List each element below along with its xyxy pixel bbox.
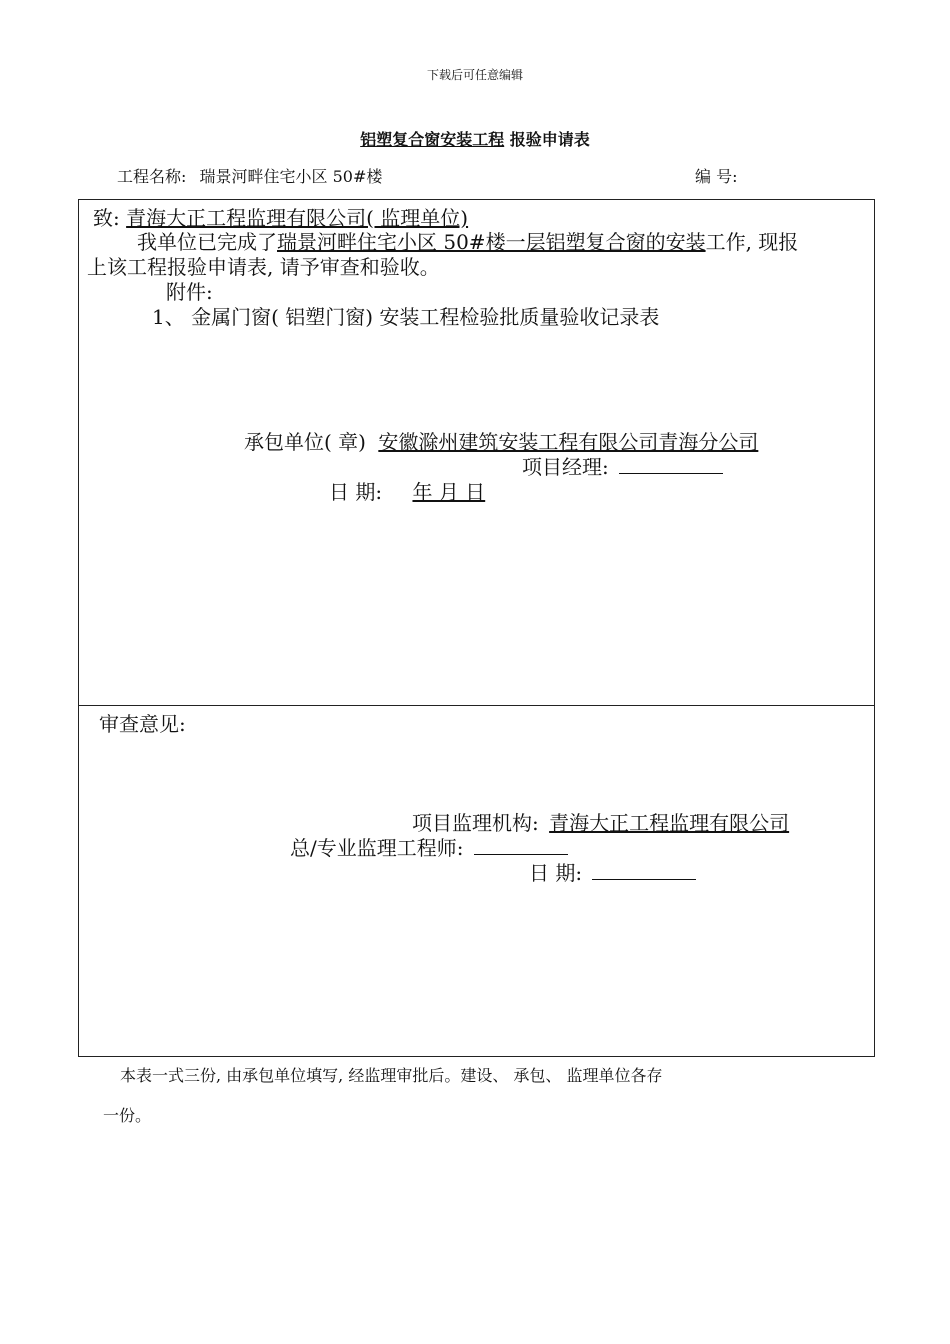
statement-prefix: 我单位已完成了 xyxy=(137,230,277,254)
engineer-signature-blank xyxy=(474,838,568,855)
agency-value: 青海大正工程监理有限公司 xyxy=(549,811,790,835)
footer-note-line-1: 本表一式三份, 由承包单位填写, 经监理审批后。建设、 承包、 监理单位各存 xyxy=(120,1066,663,1085)
pm-signature-blank xyxy=(619,457,723,474)
agency-label: 项目监理机构: xyxy=(412,811,539,835)
statement-suffix: 工作, 现报 xyxy=(705,230,799,254)
review-label: 审查意见: xyxy=(99,712,186,736)
application-date-label: 日 期: xyxy=(329,480,383,504)
engineer-label: 总/专业监理工程师: xyxy=(290,836,464,860)
review-date-label: 日 期: xyxy=(529,861,583,885)
application-date-line xyxy=(329,476,598,505)
title-suffix: 报验申请表 xyxy=(509,130,590,149)
to-label: 致: xyxy=(93,206,120,230)
section-divider xyxy=(79,705,874,706)
contractor-label: 承包单位( 章) xyxy=(244,430,366,454)
to-value: 青海大正工程监理有限公司( 监理单位) xyxy=(126,206,469,230)
review-date-blank xyxy=(592,863,696,880)
attachment-item: 1、 金属门窗( 铝塑门窗) 安装工程检验批质量验收记录表 xyxy=(152,305,660,329)
attachment-label: 附件: xyxy=(166,280,213,304)
project-name-value: 瑞景河畔住宅小区 50#楼 xyxy=(199,167,383,186)
project-name-row xyxy=(117,164,382,187)
pm-label: 项目经理: xyxy=(522,455,609,479)
engineer-line xyxy=(290,832,568,861)
application-form xyxy=(78,199,875,1057)
title-main: 铝塑复合窗安装工程 xyxy=(360,130,505,149)
application-date-value: 年 月 日 xyxy=(412,480,486,504)
statement-work: 瑞景河畔住宅小区 50#楼一层铝塑复合窗的安装 xyxy=(277,230,706,254)
project-number-label: 编 号: xyxy=(695,167,738,186)
review-date-line xyxy=(529,857,696,886)
project-name-label: 工程名称: xyxy=(117,167,187,186)
footer-note-line-2: 一份。 xyxy=(103,1106,152,1125)
contractor-value: 安徽滁州建筑安装工程有限公司青海分公司 xyxy=(378,430,759,454)
statement-line-2: 上该工程报验申请表, 请予审查和验收。 xyxy=(87,255,440,279)
header-note: 下载后可任意编辑 xyxy=(426,68,523,82)
page-title xyxy=(0,127,950,150)
